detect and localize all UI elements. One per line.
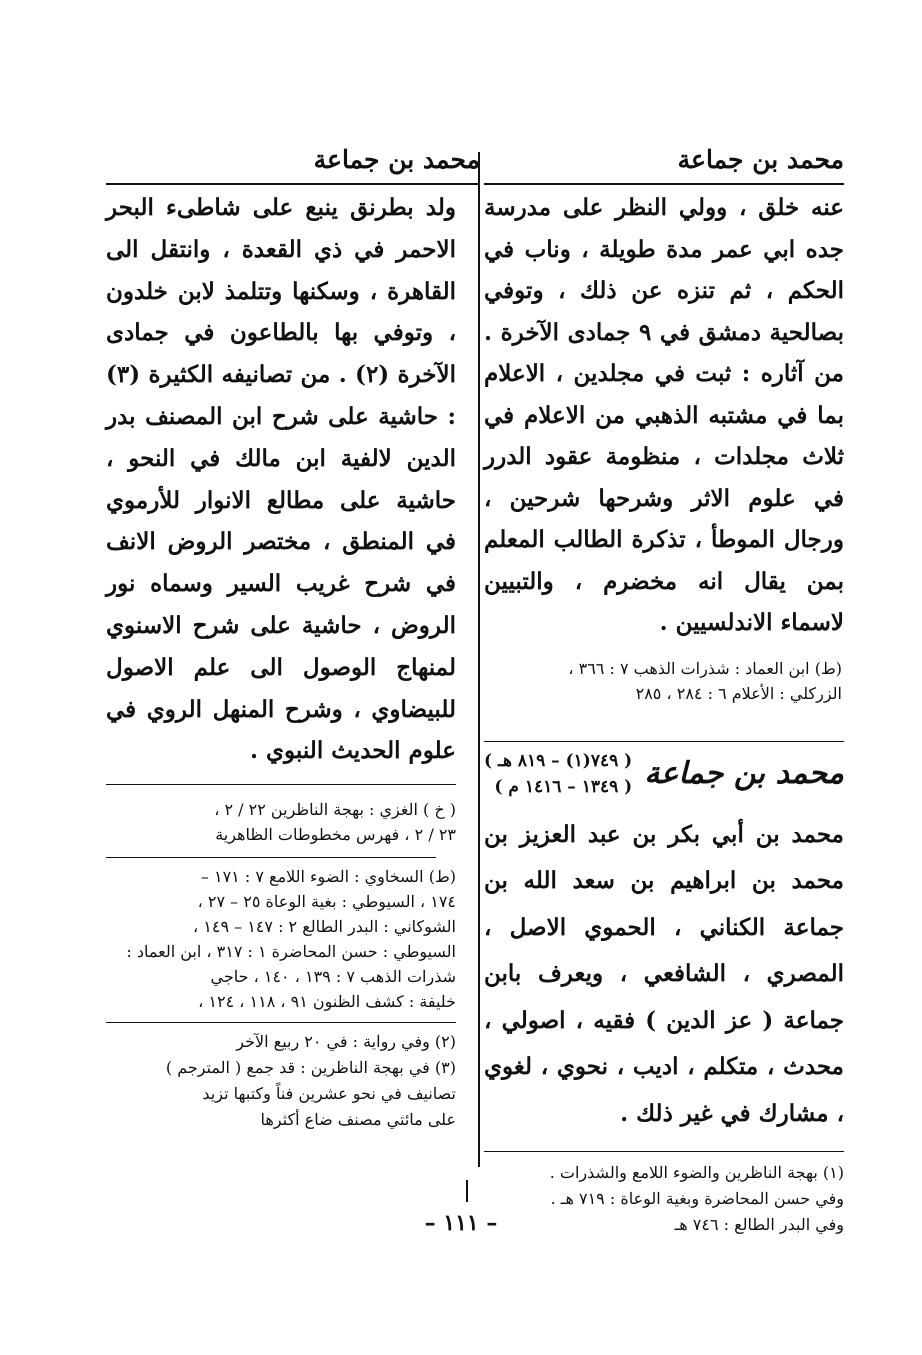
source-line: الزركلي : الأعلام ٦ : ٢٨٤ ، ٢٨٥ [635, 683, 842, 703]
footnote: على مائتي مصنف ضاع أكثرها [260, 1110, 456, 1130]
footnote-divider [466, 1180, 468, 1202]
source-line: (ط) ابن العماد : شذرات الذهب ٧ : ٣٦٦ ، [568, 658, 842, 678]
source-line: ٢٣ / ٢ ، فهرس مخطوطات الظاهرية [215, 825, 456, 845]
right-sources [484, 656, 844, 706]
source-line: شذرات الذهب ٧ : ١٣٩ ، ١٤٠ ، حاجي [210, 967, 456, 987]
left-sources-printed [106, 864, 456, 1014]
entry-separator [484, 741, 844, 742]
sources-separator [106, 857, 436, 858]
sources-rule [106, 784, 456, 785]
right-column [484, 145, 844, 1238]
right-running-header: محمد بن جماعة [484, 145, 844, 185]
page-number: – ١١١ – [424, 1210, 498, 1236]
column-divider [478, 152, 480, 1167]
footnote: تصانيف في نحو عشرين فناً وكتبها تزيد [202, 1084, 456, 1104]
entry-text: محمد بن أبي بكر بن عبد العزيز بن محمد بن ابراهيم بن سعد الله بن جماعة الكناني ، الحموي الاصل ، المصري ، الشافعي ، ويعرف بابن جماعة ( عز الدين ) فقيه ، اصولي ، محدث ، متكلم ، اديب ، نحوي ، لغوي ، مشارك في غير ذلك . [484, 820, 844, 1127]
footnote: (٣) في بهجة الناظرين : قد جمع ( المترجم ) [165, 1058, 456, 1078]
footnote: وفي البدر الطالع : ٧٤٦ هـ [674, 1215, 844, 1234]
footnote: وفي حسن المحاضرة وبغية الوعاة : ٧١٩ هـ . [550, 1189, 844, 1208]
source-line: السيوطي : حسن المحاضرة ١ : ٣١٧ ، ابن العماد : [126, 942, 456, 962]
continued-entry-text: عنه خلق ، وولي النظر على مدرسة جده ابي عمر مدة طويلة ، وناب في الحكم ، ثم تنزه عن ذلك ، وتوفي بصالحية دمشق في ٩ جمادى الآخرة . من آثاره : ثبت في مجلدين ، الاعلام بما في مشتبه الذهبي من الاعلام في ثلاث مجلدات ، منظومة عقود الدرر في علوم الاثر وشرحها شرحين ، ورجال الموطأ ، تذكرة الطالب المعلم بمن يقال انه مخضرم ، والتبيين لاسماء الاندلسيين . [484, 194, 844, 636]
source-line: (ط) السخاوي : الضوء اللامع ٧ : ١٧١ – [200, 867, 456, 887]
left-footnotes [106, 1029, 456, 1133]
left-sources-manuscripts [106, 797, 456, 847]
entry-name: محمد بن جماعة [644, 755, 844, 791]
source-line: خليفة : كشف الظنون ٩١ ، ١١٨ ، ١٢٤ ، [198, 992, 456, 1012]
dates-gregorian: ( ١٣٤٩ – ١٤١٦ م ) [494, 776, 633, 797]
source-line: ( خ ) الغزي : بهجة الناظرين ٢٢ / ٢ ، [214, 800, 456, 820]
dates-hijri: ( ٧٤٩(١) – ٨١٩ هـ ) [484, 750, 633, 771]
footnote: (١) بهجة الناظرين والضوء اللامع والشذرات . [549, 1163, 844, 1182]
footnote: (٢) وفي رواية : في ٢٠ ربيع الآخر [236, 1032, 456, 1052]
left-running-header: محمد بن جماعة [106, 145, 480, 185]
footnote-rule [106, 1022, 456, 1023]
entry-heading [484, 748, 844, 810]
source-line: الشوكاني : البدر الطالع ٢ : ١٤٧ – ١٤٩ ، [193, 917, 456, 937]
left-column [106, 145, 480, 1133]
footnote-rule [484, 1151, 844, 1152]
entry-continuation-text: ولد بطرنق ينبع على شاطىء البحر الاحمر في ذي القعدة ، وانتقل الى القاهرة ، وسكنها وتتلمذ لابن خلدون ، وتوفي بها بالطاعون في جمادى الآخرة (٢) . من تصانيفه الكثيرة (٣) : حاشية على شرح ابن المصنف بدر الدين لالفية ابن مالك في النحو ، حاشية على مطالع الانوار للأرموي في المنطق ، مختصر الروض الانف في شرح غريب السير وسماه نور الروض ، حاشية على شرح الاسنوي لمنهاج الوصول الى علم الاصول للبيضاوي ، وشرح المنهل الروي في علوم الحديث النبوي . [106, 194, 456, 765]
entry-dates [484, 748, 632, 800]
source-line: ١٧٤ ، السيوطي : بغية الوعاة ٢٥ – ٢٧ ، [197, 892, 456, 912]
